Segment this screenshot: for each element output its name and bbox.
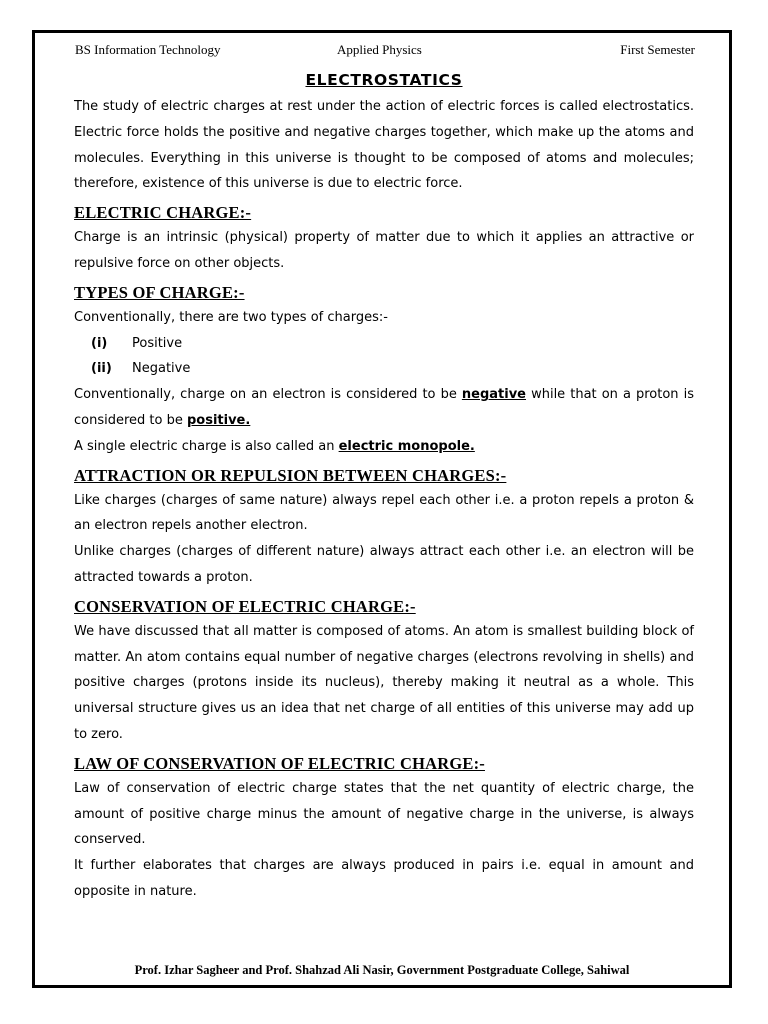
text-span: while that on a proton is considered to be: [74, 387, 694, 428]
law-elaboration-paragraph: It further elaborates that charges are always produced in pairs i.e. equal in amount and opposite in nature.: [74, 858, 694, 899]
document-body: [74, 68, 694, 905]
monopole-paragraph: [74, 434, 694, 460]
unlike-charges-paragraph: Unlike charges (charges of different nature) always attract each other i.e. an electron will be attracted towards a proton.: [74, 544, 694, 585]
heading-law-of-conservation: LAW OF CONSERVATION OF ELECTRIC CHARGE:-: [74, 753, 485, 773]
like-charges-paragraph: Like charges (charges of same nature) always repel each other i.e. a proton repels a proton & an electron repels another electron.: [74, 492, 694, 534]
heading-conservation: CONSERVATION OF ELECTRIC CHARGE:-: [74, 596, 416, 616]
page-footer: Prof. Izhar Sagheer and Prof. Shahzad Ali Nasir, Government Postgraduate College, Sahiwal: [134, 963, 630, 977]
heading-attraction-repulsion: ATTRACTION OR REPULSION BETWEEN CHARGES:-: [74, 465, 507, 485]
list-item: [74, 356, 694, 382]
page-header: [75, 42, 695, 60]
list-label: Negative: [132, 361, 191, 377]
page-title: ELECTROSTATICS: [305, 71, 463, 89]
emphasis-positive: positive.: [186, 412, 251, 428]
heading-electric-charge: ELECTRIC CHARGE:-: [74, 203, 252, 223]
law-paragraph: Law of conservation of electric charge states that the net quantity of electric charge, the amount of positive charge minus the amount of negative charge in the universe, is always conserved.: [74, 780, 694, 848]
list-marker: (ii): [91, 361, 112, 377]
header-program: BS Information Technology: [75, 42, 221, 57]
header-subject: Applied Physics: [337, 42, 422, 57]
electric-charge-paragraph: Charge is an intrinsic (physical) property of matter due to which it applies an attractive or repulsive force on other objects.: [74, 230, 694, 271]
text-span: A single electric charge is also called an: [74, 438, 339, 454]
header-semester: First Semester: [620, 42, 695, 57]
emphasis-monopole: electric monopole.: [338, 438, 475, 454]
list-item: [74, 331, 694, 357]
list-marker: (i): [91, 335, 108, 351]
emphasis-negative: negative: [461, 387, 527, 403]
types-intro: Conventionally, there are two types of charges:-: [74, 309, 388, 325]
list-label: Positive: [132, 335, 183, 351]
heading-types-of-charge: TYPES OF CHARGE:-: [74, 282, 245, 302]
charge-sign-paragraph: [74, 382, 694, 434]
text-span: Conventionally, charge on an electron is considered to be: [74, 387, 462, 403]
conservation-paragraph: We have discussed that all matter is composed of atoms. An atom is smallest building block of matter. An atom contains equal number of negative charges (electrons revolving in shells) and positive charges (protons inside its nucleus), thereby making it neutral as a whole. This universal structure gives us an idea that net charge of all entities of this universe may add up to zero.: [74, 623, 694, 742]
intro-paragraph: The study of electric charges at rest under the action of electric forces is called electrostatics. Electric force holds the positive and negative charges together, which make up the atoms and molecules. Everything in this universe is thought to be composed of atoms and molecules; therefore, existence of this universe is due to electric force.: [74, 99, 694, 192]
